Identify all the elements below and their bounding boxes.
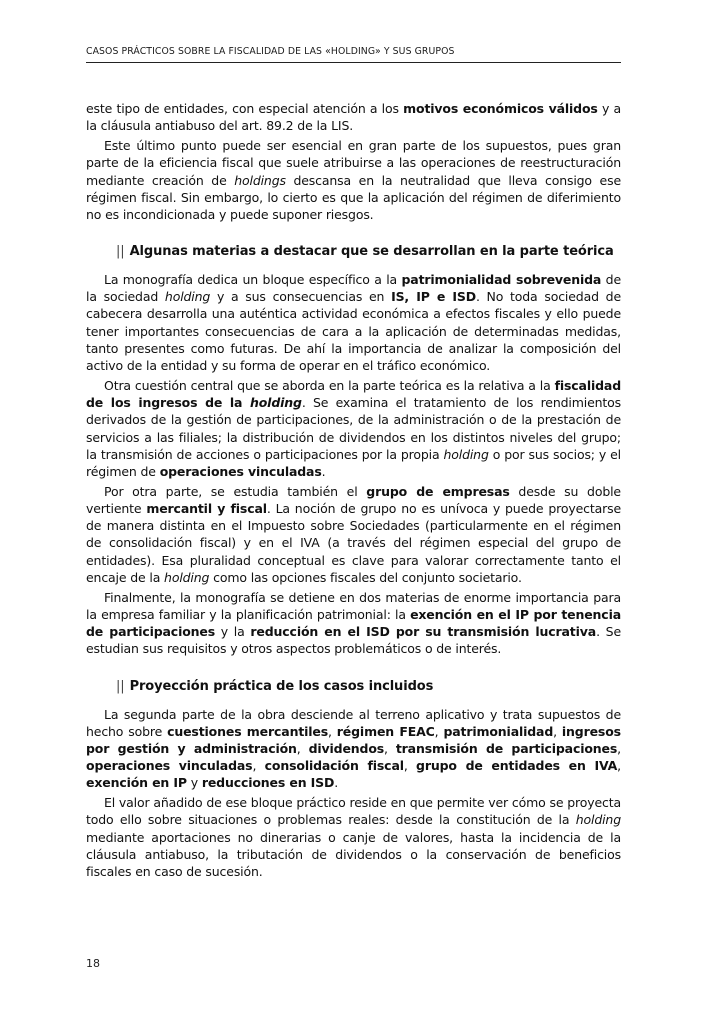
bold-term: grupo de entidades en IVA bbox=[416, 758, 618, 773]
bold-term: reducción en el ISD por su transmisión lucrativa bbox=[250, 624, 597, 640]
bold-term: exención en IP bbox=[86, 775, 187, 791]
italic-term: holding bbox=[443, 446, 489, 462]
bold-term: consolidación fiscal bbox=[264, 758, 404, 773]
bold-term: cuestiones mercantiles bbox=[167, 723, 329, 739]
heading-marker: || bbox=[116, 678, 125, 694]
page-number: 18 bbox=[86, 957, 100, 970]
paragraph: Otra cuestión central que se aborda en la parte teórica es la relativa a la fiscalidad de los ingresos de la holding. Se examina el tratamiento de los rendimientos derivados de la gestión de participaciones, de la administración o de la prestación de servicios a las filiales; la distribución de dividendos en los distintos niveles del grupo; la transmisión de acciones o participaciones por la propia holding o por sus socios; y el régimen de operaciones vinculadas. bbox=[86, 378, 621, 479]
italic-term: holding bbox=[164, 289, 211, 305]
bold-term: IS, IP e ISD bbox=[391, 289, 476, 305]
bold-term: operaciones vinculadas bbox=[86, 758, 253, 773]
paragraph: La monografía dedica un bloque específico a la patrimonialidad sobrevenida de la sociedad holding y a sus consecuencias en IS, IP e ISD. No toda sociedad de cabecera desarrolla una auténtica actividad económica a efectos fiscales y ello puede tener importantes consecuencias de cara a la aplicación de determinadas medidas, tanto presentes como futuras. De ahí la importancia de analizar la composición del activo de la entidad y su forma de operar en el tráfico económico. bbox=[86, 272, 621, 373]
bold-term: mercantil y fiscal bbox=[146, 501, 267, 517]
paragraph: El valor añadido de ese bloque práctico reside en que permite ver cómo se proyecta todo ello sobre situaciones o problemas reales: desde la constitución de la holding mediante aportaciones no dinerarias o canje de valores, hasta la incidencia de la cláusula antiabuso, la tributación de dividendos o la conservación de beneficios fiscales en caso de sucesión. bbox=[86, 795, 621, 879]
bold-term: holding bbox=[250, 395, 302, 411]
bold-term: reducciones en ISD bbox=[201, 775, 335, 791]
bold-term: régimen FEAC bbox=[336, 723, 435, 739]
bold-term: fiscalidad de los ingresos de la bbox=[86, 378, 621, 411]
section-heading bbox=[116, 678, 621, 696]
heading-text: Proyección práctica de los casos incluidos bbox=[129, 678, 434, 694]
bold-term: operaciones vinculadas bbox=[159, 463, 322, 479]
italic-term: holding bbox=[575, 812, 621, 828]
paragraph: Por otra parte, se estudia también el grupo de empresas desde su doble vertiente mercantil y fiscal. La noción de grupo no es unívoca y puede proyectarse de manera distinta en el Impuesto sobre Sociedades (particularmente en el régimen de consolidación fiscal) y en el IVA (a través del régimen especial del grupo de entidades). Esa pluralidad conceptual es clave para valorar correctamente tanto el encaje de la holding como las opciones fiscales del conjunto societario. bbox=[86, 483, 621, 585]
italic-term: holding bbox=[164, 569, 210, 585]
heading-text: Algunas materias a destacar que se desarrollan en la parte teórica bbox=[129, 244, 614, 260]
bold-term: exención en el IP por tenencia de participaciones bbox=[86, 607, 621, 640]
paragraph: Este último punto puede ser esencial en gran parte de los supuestos, pues gran parte de la eficiencia fiscal que suele atribuirse a las operaciones de reestructuración mediante creación de holdings descansa en la neutralidad que lleva consigo ese régimen fiscal. Sin embargo, lo cierto es que la aplicación del régimen de diferimiento no es incondicionada y puede suponer riesgos. bbox=[86, 138, 621, 222]
bold-term: dividendos bbox=[308, 740, 385, 756]
bold-term: patrimonialidad sobrevenida bbox=[401, 272, 602, 288]
bold-term: grupo de empresas bbox=[366, 483, 510, 499]
paragraph: La segunda parte de la obra desciende al terreno aplicativo y trata supuestos de hecho sobre cuestiones mercantiles, régimen FEAC, patrimonialidad, ingresos por gestión y administración, dividendos, transmisión de participaciones, operaciones vinculadas, consolidación fiscal, grupo de entidades en IVA, exención en IP y reducciones en ISD. bbox=[86, 706, 621, 791]
running-header: CASOS PRÁCTICOS SOBRE LA FISCALIDAD DE LAS «HOLDING» Y SUS GRUPOS bbox=[86, 46, 621, 63]
page-body bbox=[86, 100, 621, 883]
bold-term: motivos económicos válidos bbox=[403, 101, 598, 116]
bold-term: patrimonialidad bbox=[443, 723, 554, 739]
bold-term: transmisión de participaciones bbox=[395, 740, 618, 756]
section-heading bbox=[116, 243, 621, 261]
paragraph: este tipo de entidades, con especial atención a los motivos económicos válidos y a la cláusula antiabuso del art. 89.2 de la LIS. bbox=[86, 101, 621, 134]
paragraph: Finalmente, la monografía se detiene en dos materias de enorme importancia para la empresa familiar y la planificación patrimonial: la exención en el IP por tenencia de participaciones y la reducción en el ISD por su transmisión lucrativa. Se estudian sus requisitos y otros aspectos problemáticos o de interés. bbox=[86, 589, 621, 657]
heading-marker: || bbox=[116, 244, 125, 260]
bold-term: ingresos por gestión y administración bbox=[86, 723, 621, 756]
italic-term: holdings bbox=[234, 172, 286, 188]
